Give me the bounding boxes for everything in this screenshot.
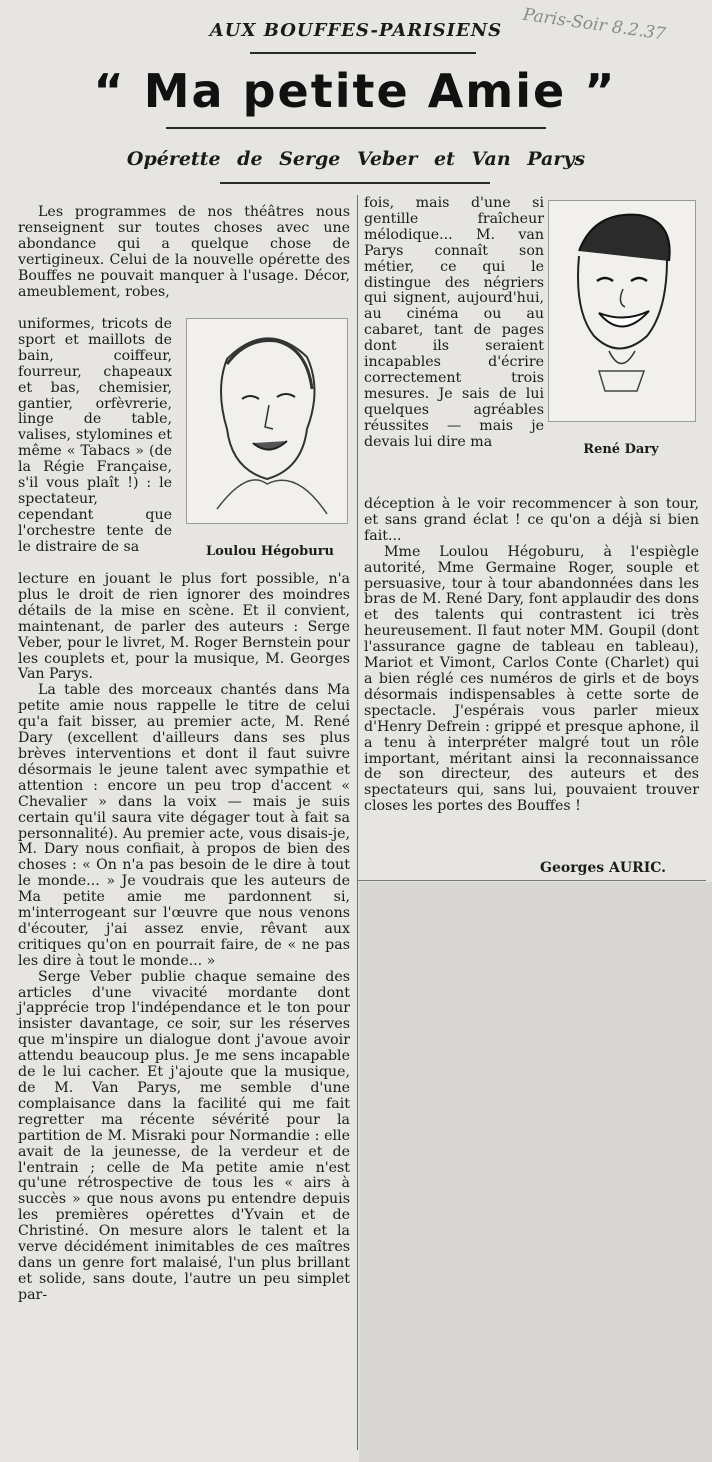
paragraph: uniformes, tricots de sport et maillots de bain, coiffeur, fourreur, chapeaux et bas, chemisier, gantier, orfèvrerie, linge de table, valises, stylomines et même « Tabacs » (de la Régie Française, s'il vous plaît !) : le spectateur, cependant que l'orchestre tente de le distraire de sa: [18, 316, 172, 555]
handwritten-note: Paris-Soir 8.2.37: [521, 4, 667, 45]
paragraph: lecture en jouant le plus fort possible, n'a plus le droit de rien ignorer des moindres détails de la mise en scène. Et il convient, maintenant, de parler des auteurs : Serge Veber, pour le livret, M. Roger Bernstein pour les couplets et, pour la musique, M. Georges Van Parys.: [18, 571, 350, 683]
portrait-loulou-hegoburu: [186, 318, 348, 524]
paragraph: fois, mais d'une si gentille fraîcheur mélodique... M. van Parys connaît son métier, ce qui le distingue des négriers qui signent, aujourd'hui, au cinéma ou au cabaret, tant de pages dont ils seraient incapables d'écrire correctement trois mesures. Je sais de lui quelques agréables réussites — mais je devais lui dire ma: [364, 195, 544, 450]
column-2-body: [364, 497, 699, 815]
headline: “ Ma petite Amie ”: [93, 64, 617, 118]
column-2-wrap: [364, 196, 544, 451]
subtitle: Opérette de Serge Veber et Van Parys: [126, 148, 586, 170]
column-divider: [357, 195, 358, 1450]
kicker: AUX BOUFFES-PARISIENS: [209, 20, 503, 41]
column-1-body: [18, 572, 350, 1304]
caption-right: René Dary: [583, 442, 659, 457]
paragraph: déception à le voir recommencer à son tour, et sans grand éclat ! ce qu'on a déjà si bien fait...: [364, 496, 699, 544]
divider: [166, 127, 546, 129]
divider: [358, 880, 706, 881]
paragraph: Les programmes de nos théâtres nous renseignent sur toutes choses avec une abondance qui a quelque chose de vertigineux. Celui de la nouvelle opérette des Bouffes ne pouvait manquer à l'usage. Décor, ameublement, robes,: [18, 204, 350, 300]
caption-left: Loulou Hégoburu: [205, 544, 334, 559]
divider: [250, 52, 476, 54]
blank-area: [359, 882, 712, 1462]
portrait-rene-dary: [548, 200, 696, 422]
divider: [220, 182, 490, 184]
paragraph: Mme Loulou Hégoburu, à l'espiègle autorité, Mme Germaine Roger, souple et persuasive, tour à tour abandonnées dans les bras de M. René Dary, font applaudir des dons et des talents qui contrastent ici très heureusement. Il faut noter MM. Goupil (dont l'assurance gagne de tableau en tableau), Mariot et Vimont, Carlos Conte (Charlet) qui a bien réglé ces numéros de girls et de boys désormais indispensables à cette sorte de spectacle. J'espérais vous parler mieux d'Henry Defrein : grippé et presque aphone, il a tenu à interpréter malgré tout un rôle important, méritant ainsi la reconnaissance de son directeur, des auteurs et des spectateurs qui, sans lui, pouvaient trouver closes les portes des Bouffes !: [364, 543, 699, 815]
column-1-top: [18, 205, 350, 300]
signature: Georges AURIC.: [540, 860, 667, 876]
column-1-wrap: [18, 317, 172, 556]
paragraph: La table des morceaux chantés dans Ma petite amie nous rappelle le titre de celui qu'a fait bisser, au premier acte, M. René Dary (excellent d'ailleurs dans ses plus brèves interventions et dont il faut suivre désormais le jeune talent avec sympathie et attention : encore un peu trop d'accent « Chevalier » dans la voix — mais je suis certain qu'il saura vite dégager tout à fait sa personnalité). Au premier acte, vous disais-je, M. Dary nous confiait, à propos de bien des choses : « On n'a pas besoin de le dire à tout le monde... » Je voudrais que les auteurs de Ma petite amie me pardonnent si, m'interrogeant sur l'œuvre que nous venons d'écouter, j'ai assez envie, rêvant aux critiques qu'on en pourrait faire, de « ne pas les dire à tout le monde... »: [18, 682, 350, 969]
paragraph: Serge Veber publie chaque semaine des articles d'une vivacité mordante dont j'apprécie trop l'indépendance et le ton pour insister davantage, ce soir, sur les réserves que m'inspire un dialogue dont j'avoue avoir attendu beaucoup plus. Je me sens incapable de le lui cacher. Et j'ajoute que la musique, de M. Van Parys, me semble d'une complaisance dans la facilité qui me fait regretter ma récente sévérité pour la partition de M. Misraki pour Normandie : elle avait de la jeunesse, de la verdeur et de l'entrain ; celle de Ma petite amie n'est qu'une rétrospective de tous les « airs à succès » que nous avons pu entendre depuis les premières opérettes d'Yvain et de Christiné. On mesure alors le talent et la verve décidément inimitables de ces maîtres dans un genre fort malaisé, l'un plus brillant et solide, sans doute, l'autre un peu simplet par-: [18, 968, 350, 1303]
